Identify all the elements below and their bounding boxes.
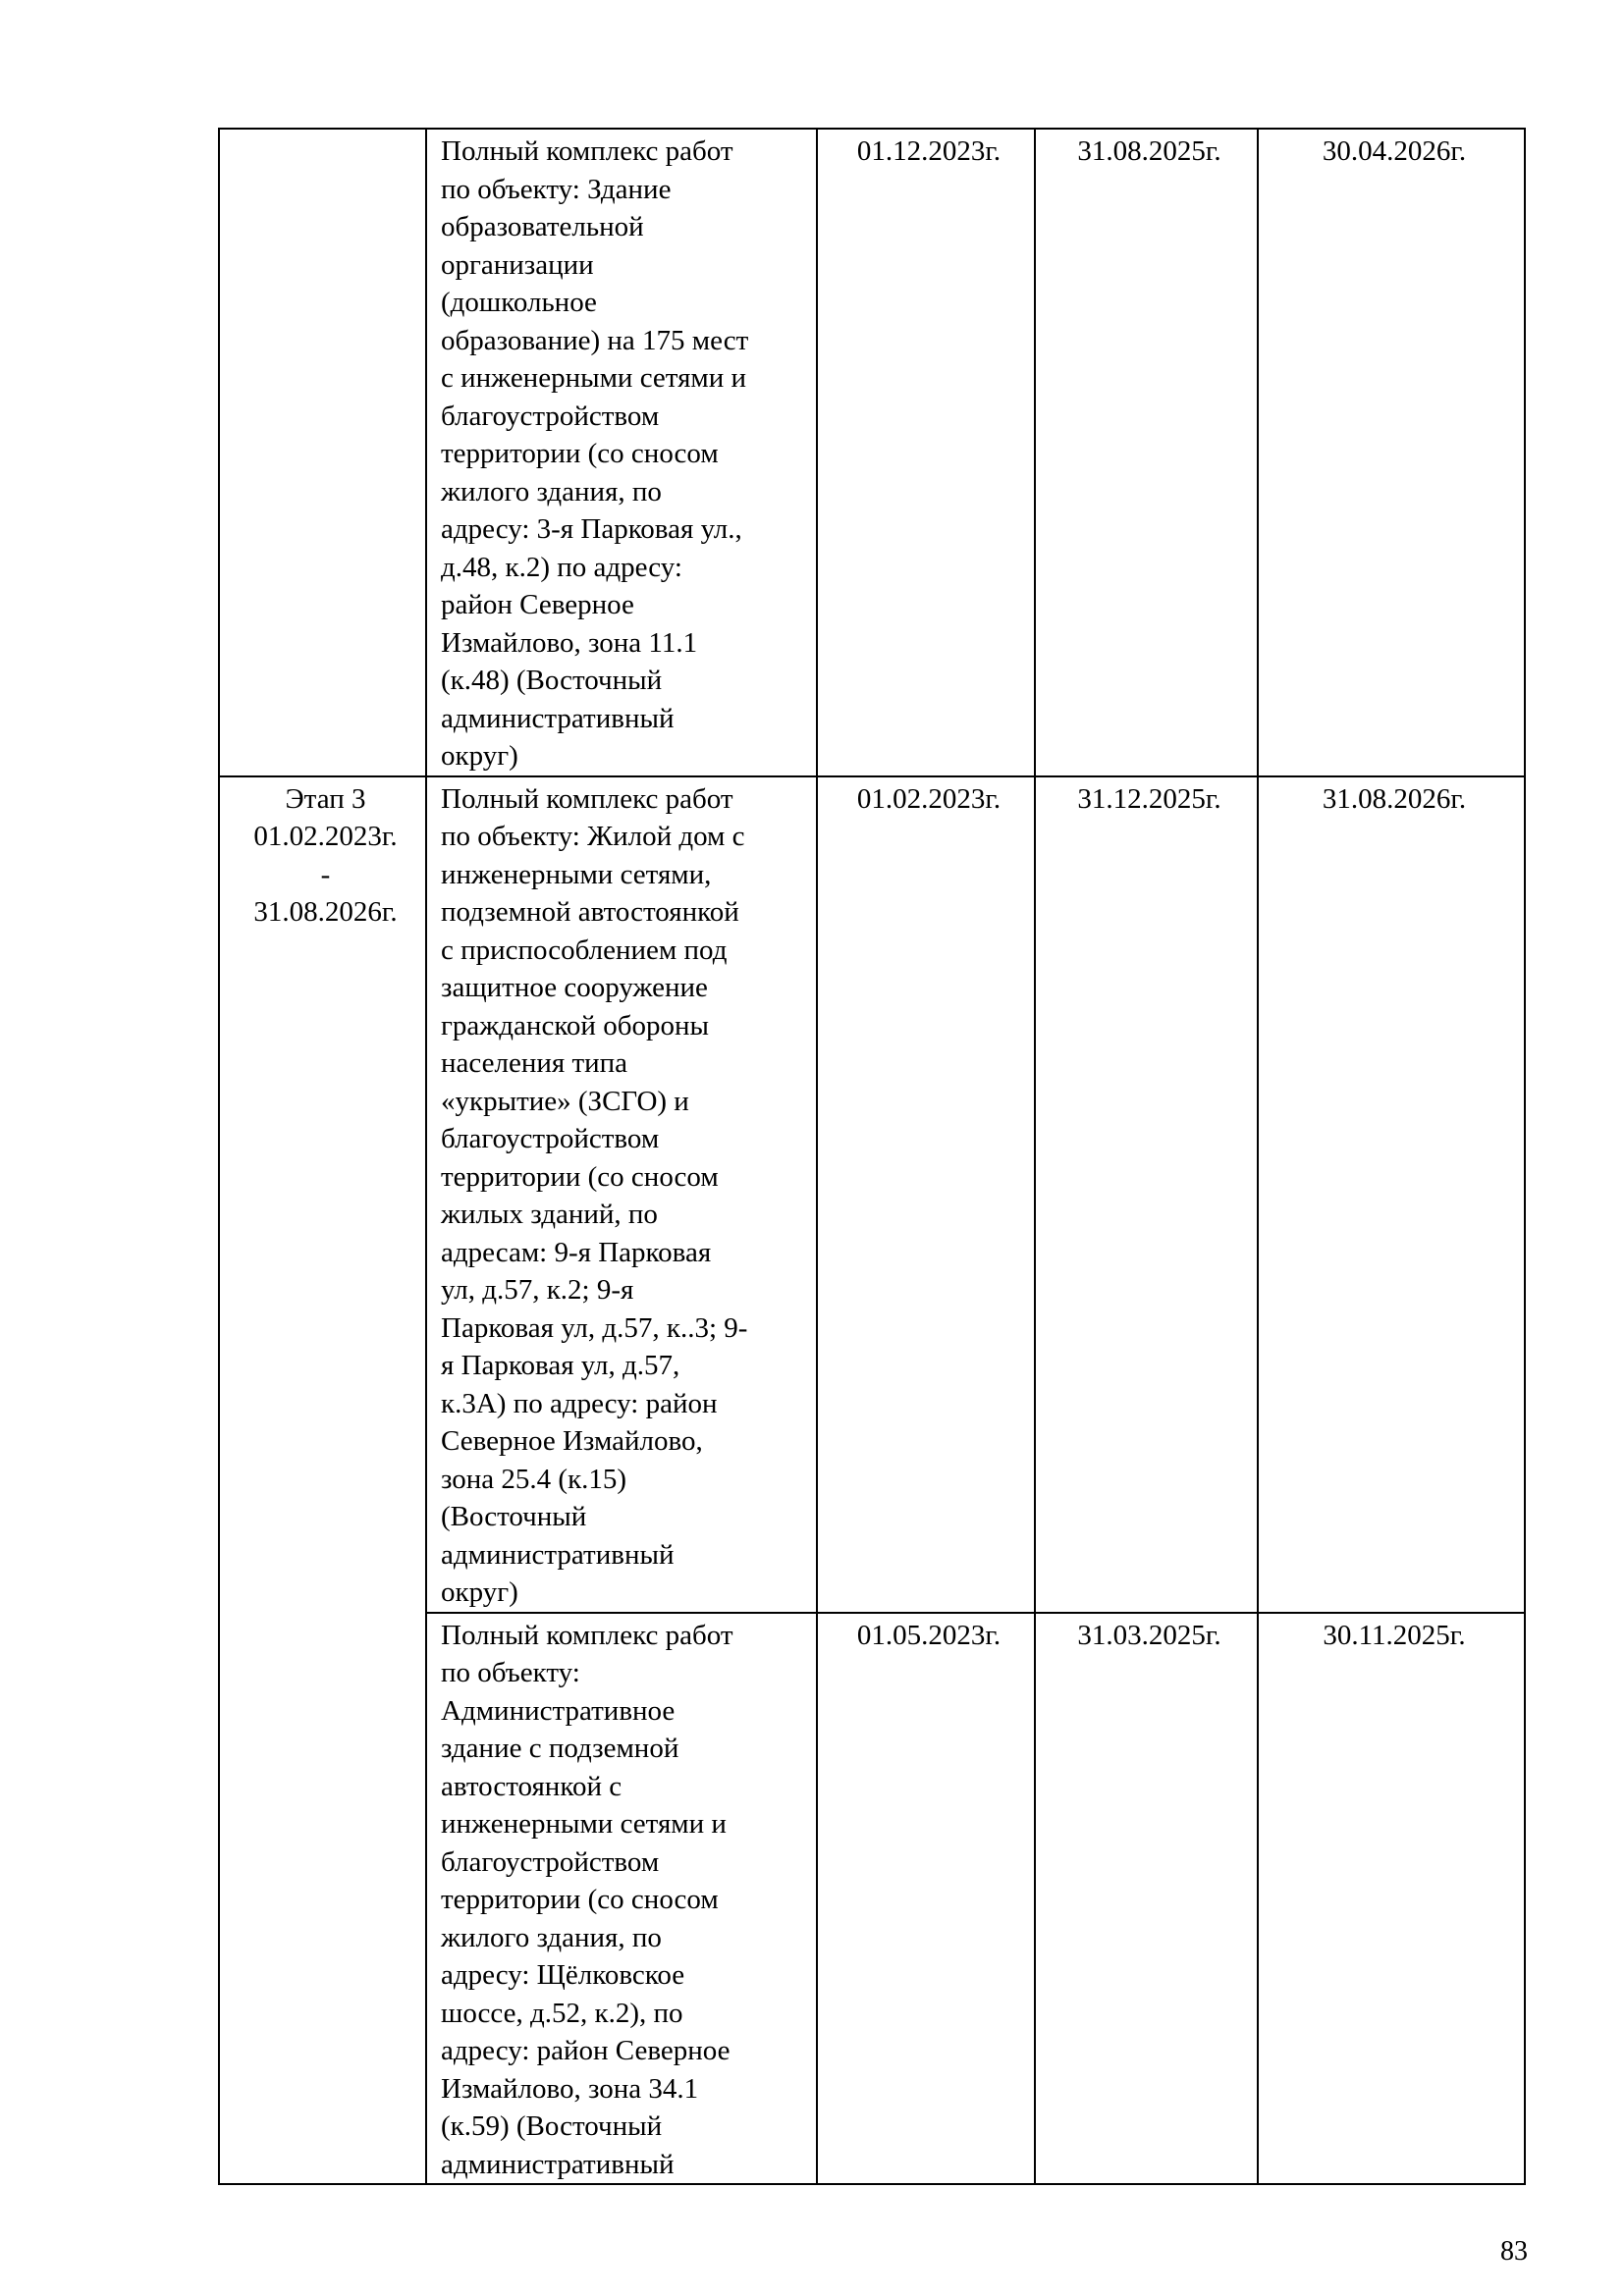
completion-date: 30.11.2025г. (1258, 1613, 1525, 2185)
start-date: 01.05.2023г. (817, 1613, 1035, 2185)
stage-dash: - (320, 858, 331, 890)
start-date: 01.02.2023г. (817, 776, 1035, 1613)
completion-date: 30.04.2026г. (1258, 129, 1525, 776)
schedule-table (218, 128, 1526, 2185)
end-date: 31.12.2025г. (1035, 776, 1258, 1613)
table-row (219, 776, 1525, 1613)
stage-cell (219, 776, 426, 2185)
stage-from: 01.02.2023г. (253, 821, 398, 852)
stage-cell-empty (219, 129, 426, 776)
object-description: Полный комплекс работ по объекту: Административное здание с подземной автостоянкой с инженерными сетями и благоустройством территории (со сносом жилого здания, по адресу: Щёлковское шоссе, д.52, к.2), по адресу: район Северное Измайлово, зона 34.1 (к.59) (Восточный административный (426, 1613, 817, 2185)
stage-title: Этап 3 (285, 782, 366, 815)
stage-to: 31.08.2026г. (253, 896, 398, 928)
start-date: 01.12.2023г. (817, 129, 1035, 776)
completion-date: 31.08.2026г. (1258, 776, 1525, 1613)
object-description: Полный комплекс работ по объекту: Жилой дом с инженерными сетями, подземной автостоянкой с приспособлением под защитное сооружение гражданской обороны населения типа «укрытие» (ЗСГО) и благоустройством территории (со сносом жилых зданий, по адресам: 9-я Парковая ул, д.57, к.2; 9-я Парковая ул, д.57, к..3; 9- я Парковая ул, д.57, к.3А) по адресу: район Северное Измайлово, зона 25.4 (к.15) (Восточный административный округ) (426, 776, 817, 1613)
object-description: Полный комплекс работ по объекту: Здание образовательной организации (дошкольное образование) на 175 мест с инженерными сетями и благоустройством территории (со сносом жилого здания, по адресу: 3-я Парковая ул., д.48, к.2) по адресу: район Северное Измайлово, зона 11.1 (к.48) (Восточный административный округ) (426, 129, 817, 776)
end-date: 31.03.2025г. (1035, 1613, 1258, 2185)
end-date: 31.08.2025г. (1035, 129, 1258, 776)
page-number: 83 (1500, 2236, 1528, 2267)
table-row (219, 129, 1525, 776)
